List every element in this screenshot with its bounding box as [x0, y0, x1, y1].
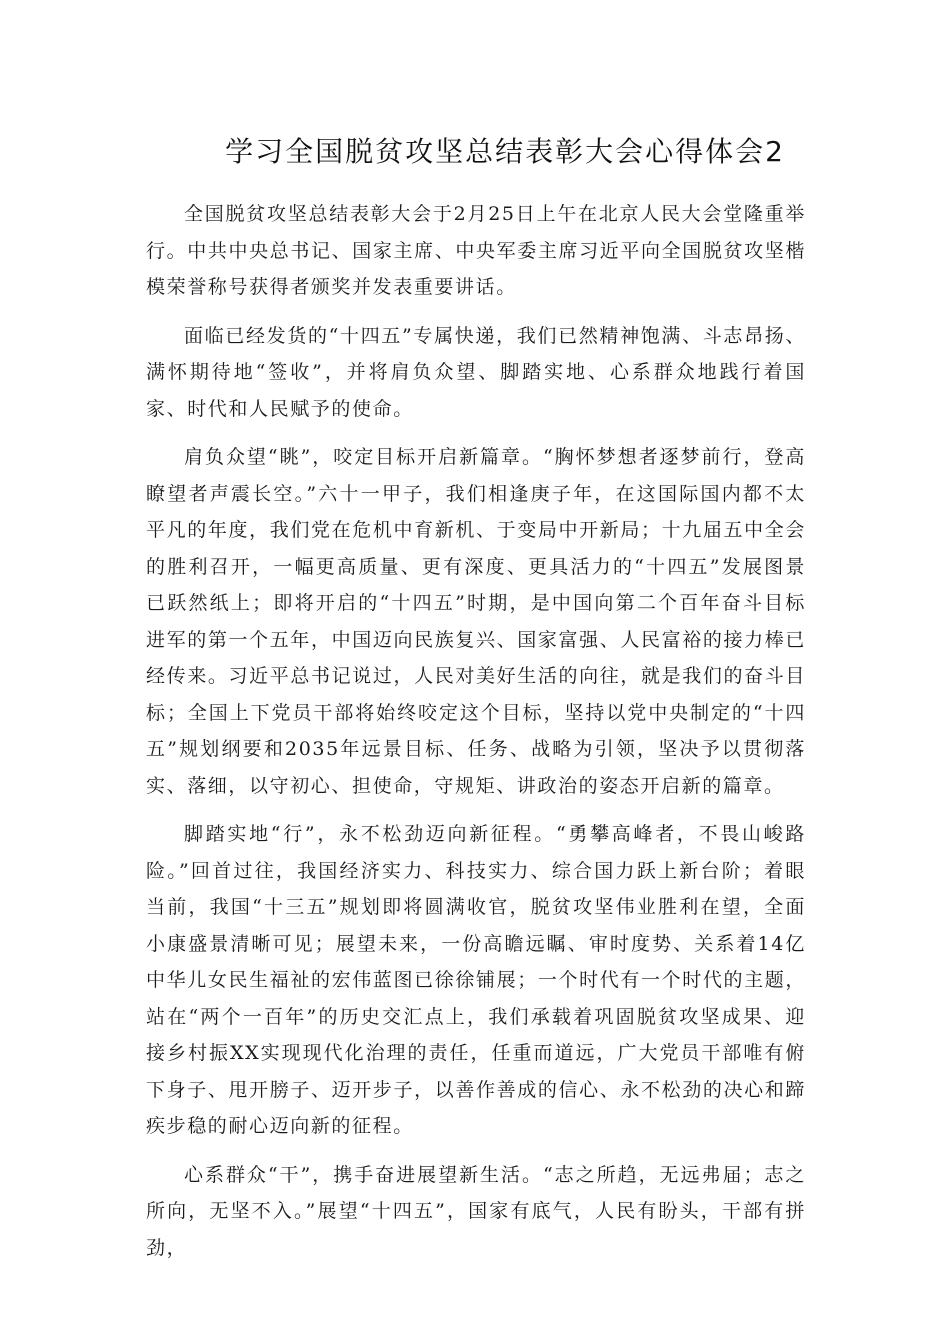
document-title: 学习全国脱贫攻坚总结表彰大会心得体会2 [225, 135, 785, 168]
paragraph-4: 脚踏实地“行”，永不松劲迈向新征程。“勇攀高峰者，不畏山峻路险。”回首过往，我国经济实力、科技实力、综合国力跃上新台阶；着眼当前，我国“十三五”规划即将圆满收官，脱贫攻坚伟业胜利在望，全面小康盛景清晰可见；展望未来，一份高瞻远瞩、审时度势、关系着14亿中华儿女民生福祉的宏伟蓝图已徐徐铺展；一个时代有一个时代的主题，站在“两个一百年”的历史交汇点上，我们承载着巩固脱贫攻坚成果、迎接乡村振XX实现现代化治理的责任，任重而道远，广大党员干部唯有俯下身子、甩开膀子、迈开步子，以善作善成的信心、永不松劲的决心和蹄疾步稳的耐心迈向新的征程。 [146, 823, 806, 1137]
paragraph-5: 心系群众“干”，携手奋进展望新生活。“志之所趋，无远弗届；志之所向，无坚不入。”展望“十四五”，国家有底气，人民有盼头，干部有拼劲， [146, 1163, 806, 1259]
paragraph-1: 全国脱贫攻坚总结表彰大会于2月25日上午在北京人民大会堂隆重举行。中共中央总书记、国家主席、中央军委主席习近平向全国脱贫攻坚楷模荣誉称号获得者颁奖并发表重要讲话。 [146, 203, 806, 298]
paragraph-3: 肩负众望“眺”，咬定目标开启新篇章。“胸怀梦想者逐梦前行，登高瞭望者声震长空。”六十一甲子，我们相逢庚子年，在这国际国内都不太平凡的年度，我们党在危机中育新机、于变局中开新局；十九届五中全会的胜利召开，一幅更高质量、更有深度、更具活力的“十四五”发展图景已跃然纸上；即将开启的“十四五”时期，是中国向第二个百年奋斗目标进军的第一个五年，中国迈向民族复兴、国家富强、人民富裕的接力棒已经传来。习近平总书记说过，人民对美好生活的向往，就是我们的奋斗目标；全国上下党员干部将始终咬定这个目标，坚持以党中央制定的“十四五”规划纲要和2035年远景目标、任务、战略为引领，坚决予以贯彻落实、落细，以守初心、担使命，守规矩、讲政治的姿态开启新的篇章。 [146, 446, 806, 797]
paragraph-2: 面临已经发货的“十四五”专属快递，我们已然精神饱满、斗志昂扬、满怀期待地“签收”，并将肩负众望、脚踏实地、心系群众地践行着国家、时代和人民赋予的使命。 [146, 324, 806, 420]
document-body [146, 196, 806, 1278]
